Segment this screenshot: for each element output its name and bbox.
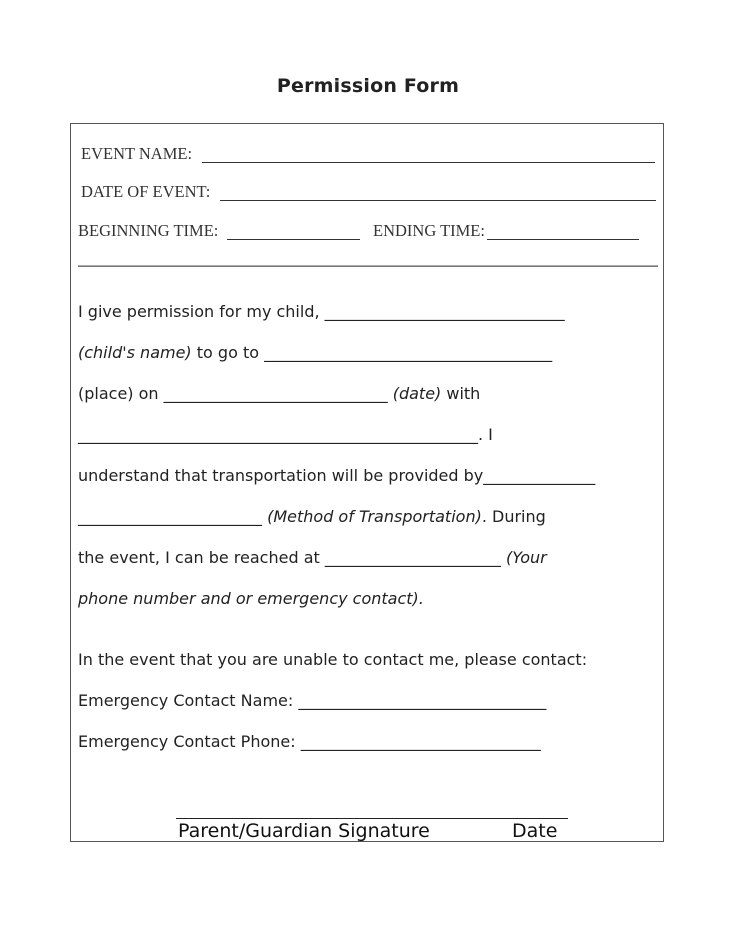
body-line-6-end: . During [481,507,546,526]
page-title: Permission Form [276,75,460,97]
date-label: Date [512,820,558,842]
contact-intro: In the event that you are unable to contact me, please contact: [78,650,588,669]
emergency-contact-phone: Emergency Contact Phone: ______________________________ [78,732,541,751]
signature-line[interactable] [176,818,568,819]
body-line-7 [78,548,547,567]
body-line-1: I give permission for my child, ______________________________ [78,302,565,321]
body-line-3-end: with [441,384,481,403]
beginning-time-label: BEGINNING TIME: [78,221,219,240]
transport-hint: (Method of Transportation) [267,507,482,526]
childs-name-hint: (child's name) [78,343,192,362]
beginning-time-field[interactable] [227,239,360,240]
ending-time-field[interactable] [487,239,639,240]
signature-label: Parent/Guardian Signature [178,820,430,842]
date-of-event-field[interactable] [220,200,656,201]
emergency-contact-name: Emergency Contact Name: _______________________________ [78,691,547,710]
body-line-4: __________________________________________________. I [78,425,493,444]
body-line-7-text: the event, I can be reached at ______________________ [78,548,506,567]
body-line-3 [78,384,480,403]
phone-hint-end: phone number and or emergency contact). [78,589,424,608]
form-box [70,123,664,842]
body-line-6 [78,507,546,526]
event-name-label: EVENT NAME: [81,144,193,163]
ending-time-label: ENDING TIME: [373,221,485,240]
event-name-field[interactable] [202,162,655,163]
body-line-6-text: _______________________ [78,507,268,526]
date-of-event-label: DATE OF EVENT: [81,182,211,201]
body-line-2-text: to go to ____________________________________ [191,343,553,362]
phone-hint-start: (Your [505,548,547,567]
body-line-5: understand that transportation will be provided by______________ [78,466,596,485]
body-line-2 [78,343,552,362]
section-divider [78,265,658,267]
date-hint: (date) [392,384,442,403]
body-line-3-text: (place) on ____________________________ [78,384,393,403]
